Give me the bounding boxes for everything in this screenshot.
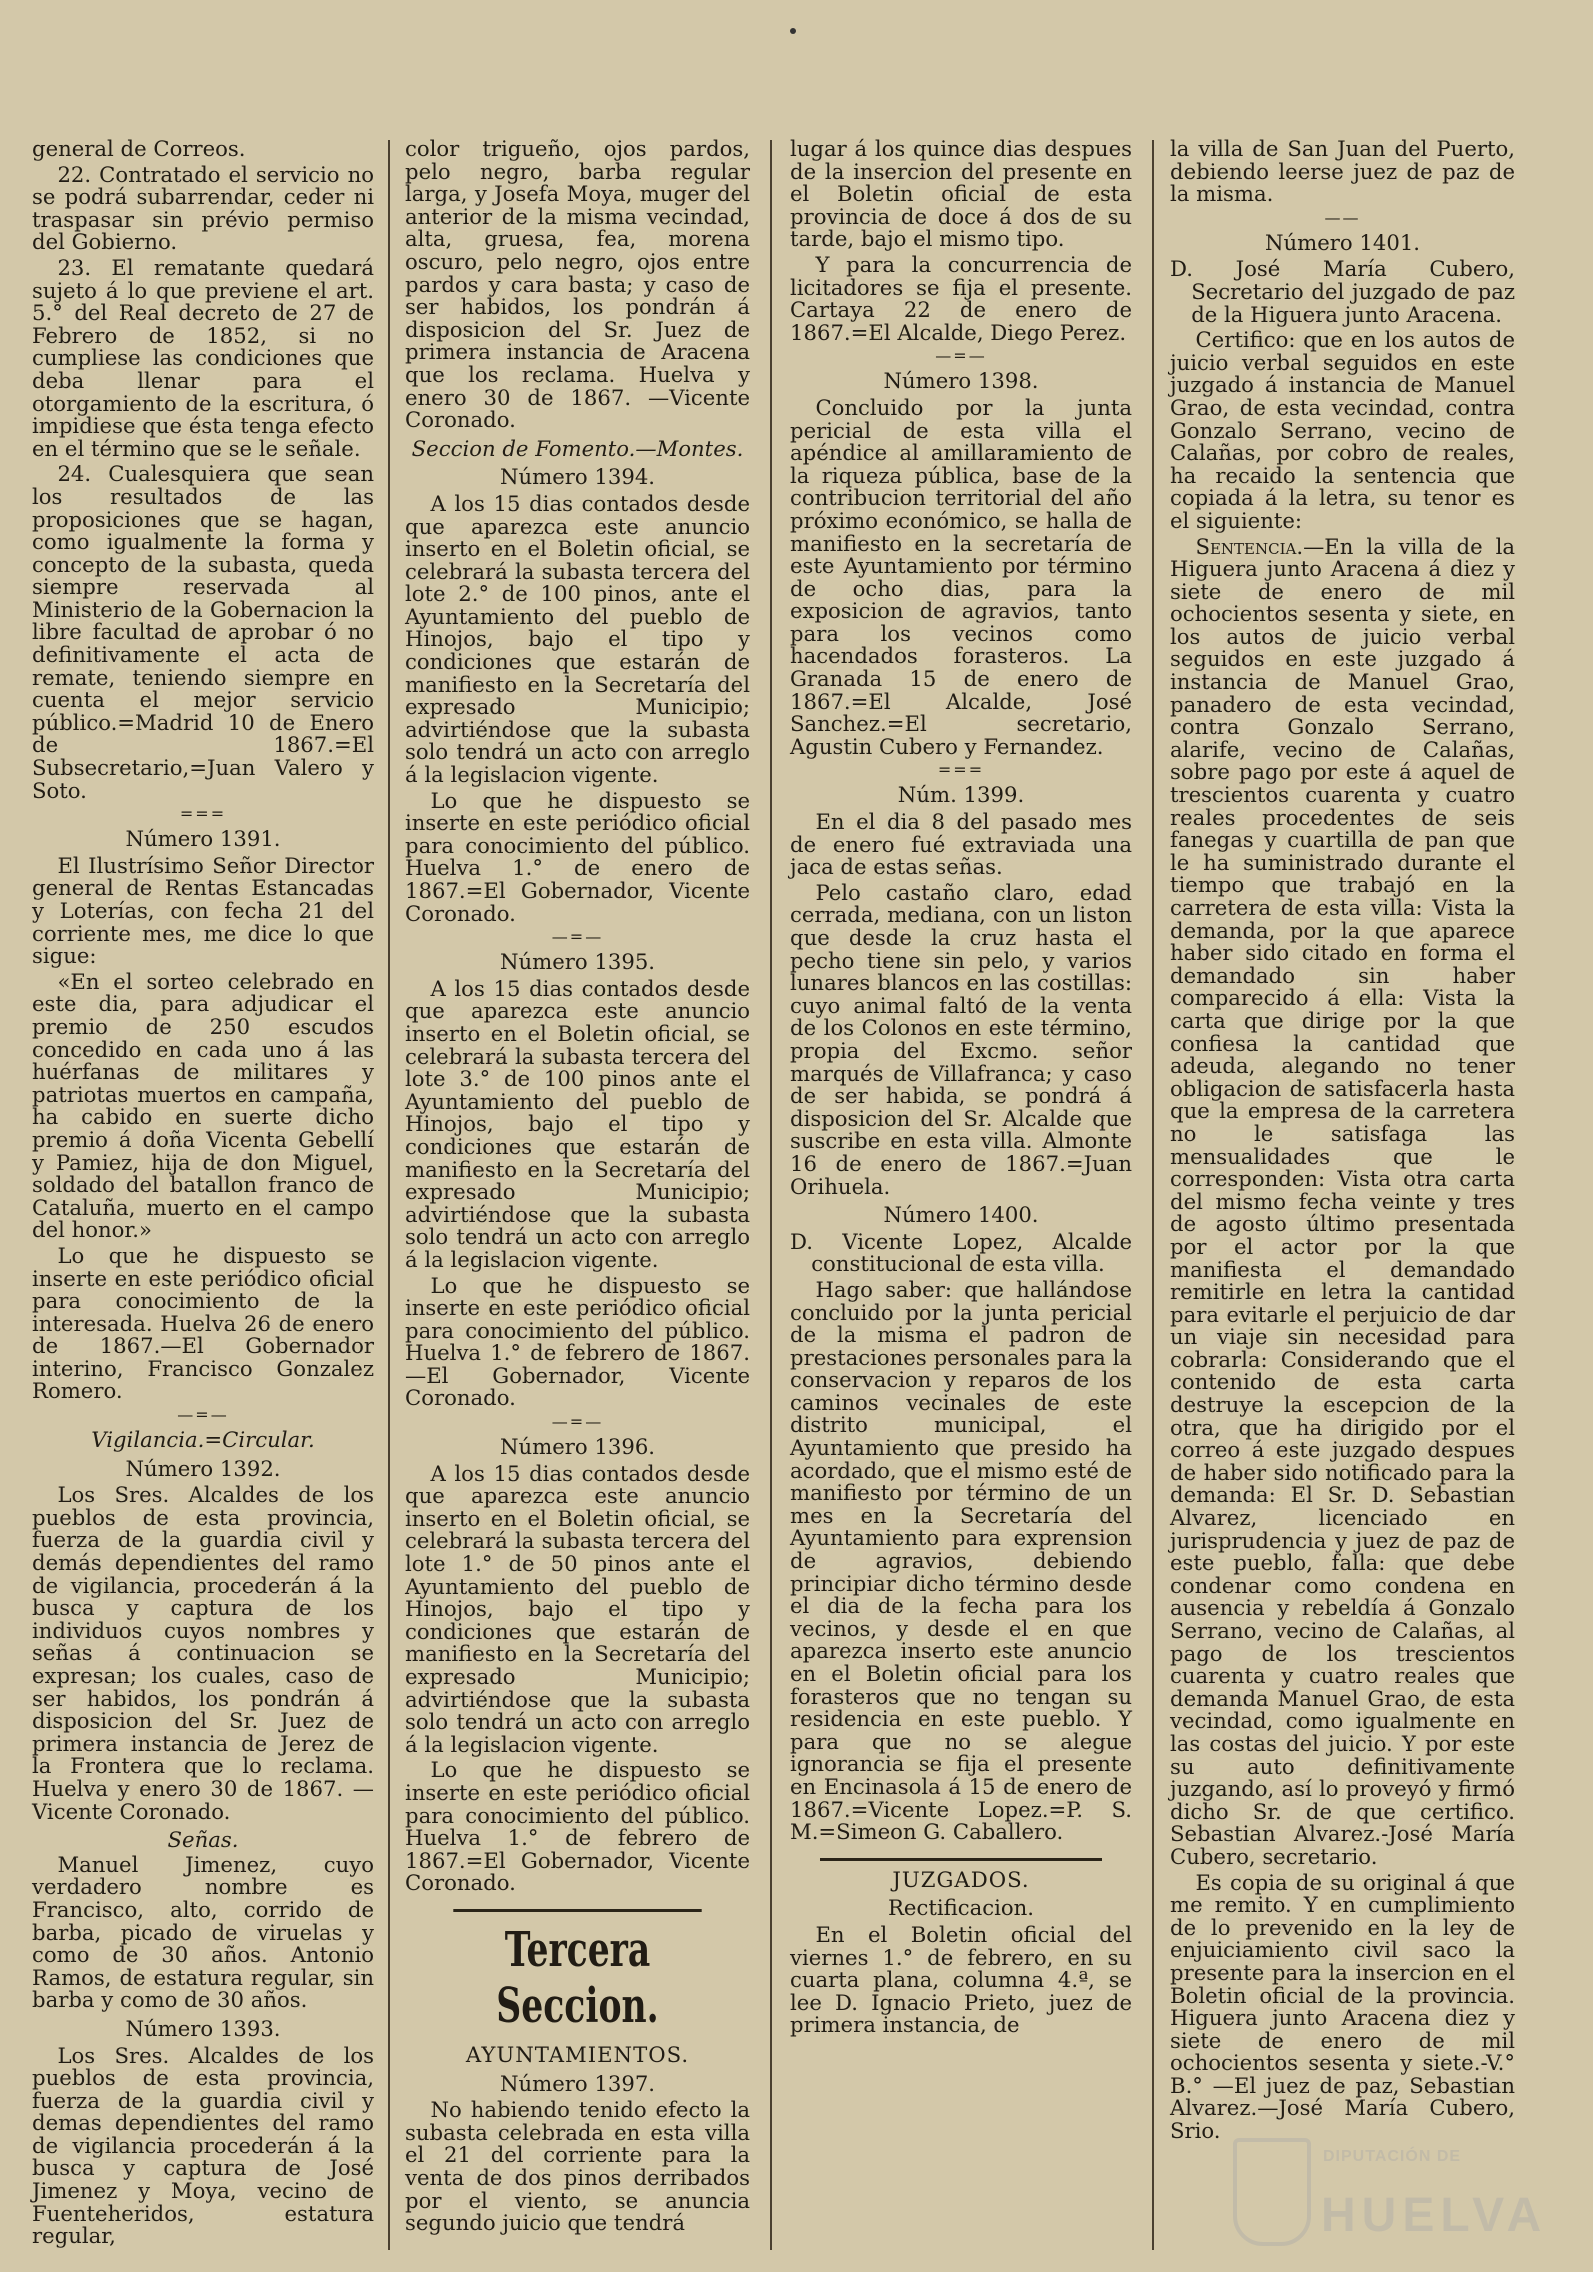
- paragraph: Concluido por la junta pericial de esta villa el apéndice al amillaramiento de la riqueza pública, base de la contribucion territorial del año próximo económico, se halla de manifiesto en la secretaría de este Ayuntamiento por término de ocho dias, para la exposicion de agravios, tanto para los vecinos como hacendados forasteros. La Granada 15 de enero de 1867.=El Alcalde, José Sanchez.=El secretario, Agustin Cubero y Fernandez.: [790, 394, 1132, 759]
- paragraph: color trigueño, ojos pardos, pelo negro, barba regular larga, y Josefa Moya, muger del anterior de la misma vecindad, alta, gruesa, fea, morena oscuro, pelo negro, ojos entre pardos y cara basta; y caso de ser habidos, los pondrán á disposicion del Sr. Juez de primera instancia de Aracena que los reclama. Huelva y enero 30 de 1867. —Vicente Coronado.: [405, 136, 750, 433]
- paragraph: Manuel Jimenez, cuyo verdadero nombre es Francisco, alto, corrido de barba, picado de viruelas y como de 30 años. Antonio Ramos, de estatura regular, sin barba y como de 30 años.: [32, 1851, 374, 2013]
- paragraph: Los Sres. Alcaldes de los pueblos de esta provincia, fuerza de la guardia civil y demas dependientes del ramo de vigilancia procederán á la busca y captura de José Jimenez y Moya, vecino de Fuenteheridos, estatura regular,: [32, 2042, 374, 2249]
- watermark-line-2: HUELVA: [1321, 2189, 1548, 2242]
- paragraph: A los 15 dias contados desde que aparezca este anuncio inserto en el Boletin oficial, se celebrará la subasta tercera del lote 2.° de 100 pinos, ante el Ayuntamiento del pueblo de Hinojos, bajo el tipo y condiciones que estarán de manifiesto en la Secretaría del expresado Municipio; advirtiéndose que la subasta solo tendrá un acto con arreglo á la legislacion vigente.: [405, 490, 750, 788]
- paragraph: A los 15 dias contados desde que aparezca este anuncio inserto en el Boletin oficial, se celebrará la subasta tercera del lote 1.° de 50 pinos ante el Ayuntamiento del pueblo de Hinojos, bajo el tipo y condiciones que estarán de manifiesto en la Secretaría del expresado Municipio; advirtiéndose que la subasta solo tendrá un acto con arreglo á la legislacion vigente.: [405, 1460, 750, 1757]
- separator: ===: [179, 804, 227, 824]
- sentencia-label: Sentencia.: [1195, 533, 1304, 559]
- paragraph: Y para la concurrencia de licitadores se fija el presente. Cartaya 22 de enero de 1867.=El Alcalde, Diego Perez.: [790, 251, 1132, 345]
- paragraph: No habiendo tenido efecto la subasta celebrada en esta villa el 21 del corriente para la venta de dos pinos derribados por el viento, se anuncia segundo juicio que tendrá: [405, 2097, 750, 2236]
- notice-number: Número 1394.: [499, 464, 656, 490]
- section-subtitle: JUZGADOS.: [892, 1866, 1030, 1892]
- notice-number: Número 1393.: [125, 2015, 281, 2041]
- paragraph: «En el sorteo celebrado en este dia, para adjudicar el premio de 250 escudos concedido en cada uno á las huérfanas de militares y patriotas muertos en campaña, ha cabido en suerte dicho premio á doña Vicenta Gebellí y Pamiez, hija de don Miguel, soldado del batallon franco de Cataluña, muerto en el campo del honor.»: [32, 968, 374, 1243]
- column-1: [32, 138, 374, 2251]
- paragraph: En el Boletin oficial del viernes 1.° de febrero, en su cuarta plana, columna 4.ª, se lee D. Ignacio Prieto, juez de primera instancia, de: [790, 1921, 1132, 2038]
- paragraph: En el dia 8 del pasado mes de enero fué extraviada una jaca de estas señas.: [790, 809, 1132, 880]
- section-heading: Seccion de Fomento.—Montes.: [411, 435, 744, 461]
- paragraph: [1170, 533, 1515, 1869]
- ink-dot: [790, 28, 796, 34]
- paragraph: Es copia de su original á que me remito. Y en cumplimiento de lo prevenido en la ley de enjuiciamiento civil saco la presente para la insercion en el Boletin oficial de la provincia. Higuera junto Aracena diez y siete de enero de mil ochocientos sesenta y siete.-V.° B.° —El juez de paz, Sebastian Alvarez.—José María Cubero, Srio.: [1170, 1869, 1515, 2144]
- sentencia-text: —En la villa de la Higuera junto Aracena á diez y siete de enero de mil ochocientos sesenta y siete, en los autos de juicio verbal seguidos en este juzgado á instancia de Manuel Grao, panadero de esta vecindad, contra Gonzalo Serrano, alarife, vecino de Calañas, sobre pago por este á aquel de trescientos cuarenta y cuatro reales procedentes de seis fanegas y cuartilla de pan que le ha suministrado durante el tiempo que trabajó en la carretera de esta villa: Vista la demanda, por la que aparece haber sido citado en forma el demandado sin haber comparecido á ella: Vista la carta que dirige por la que confiesa la cantidad que adeuda, alegando no tener obligacion de satisfacerla hasta que la empresa de la carretera no le satisfaga las mensualidades que le corresponden: Vista otra carta del mismo fecha veinte y tres de agosto último presentada por el actor por la que manifiesta el demandado remitirle en letra la cantidad para evitarle el perjuicio de dar un viaje sin necesidad para cobrarla: Considerando que el contenido de esta carta destruye la escepcion de la otra, que ha dirigido por el correo á este juzgado despues de haber sido notificado para la demanda: El Sr. D. Sebastian Alvarez, licenciado en jurisprudencia y juez de paz de este pueblo, falla: que debe condenar como condena en ausencia y rebeldía á Gonzalo Serrano, vecino de Calañas, al pago de los trescientos cuarenta y cuatro reales que demanda Manuel Grao, de esta vecindad, como igualmente en las costas del juicio. Y por este su auto definitivamente juzgando, así lo proveyó y firmó dicho Sr. de que certifico. Sebastian Alvarez.-José María Cubero, secretario.: [1170, 533, 1515, 1869]
- notice-number: Núm. 1399.: [897, 782, 1025, 808]
- column-2: [405, 138, 750, 2238]
- section-heading: Vigilancia.=Circular.: [91, 1427, 315, 1453]
- coat-of-arms-icon: [1233, 2138, 1311, 2246]
- separator: —=—: [551, 1412, 604, 1432]
- paragraph: Lo que he dispuesto se inserte en este periódico oficial para conocimiento del público. Huelva 1.° de febrero de 1867.=El Gobernador, Vicente Coronado.: [405, 1757, 750, 1896]
- archive-watermark: [1233, 2128, 1548, 2258]
- column-rule: [388, 140, 390, 2250]
- column-rule: [1152, 140, 1154, 2250]
- column-3: [790, 138, 1132, 2040]
- paragraph: Lo que he dispuesto se inserte en este periódico oficial para conocimiento de la interesada. Huelva 26 de enero de 1867.—El Gobernador interino, Francisco Gonzalez Romero.: [32, 1242, 374, 1404]
- section-subtitle: AYUNTAMIENTOS.: [465, 2041, 690, 2067]
- notice-number: Número 1392.: [125, 1455, 281, 1481]
- paragraph: D. José María Cubero, Secretario del juzgado de paz de la Higuera junto Aracena.: [1170, 256, 1515, 327]
- notice-number: Número 1398.: [883, 368, 1039, 394]
- watermark-line-1: DIPUTACIÓN DE: [1323, 2148, 1462, 2165]
- paragraph: 22. Contratado el servicio no se podrá subarrendar, ceder ni traspasar sin prévio permiso del Gobierno.: [32, 161, 374, 255]
- notice-number: Número 1401.: [1264, 229, 1421, 255]
- separator: —=—: [551, 927, 604, 947]
- paragraph: 24. Cualesquiera que sean los resultados de las proposiciones que se hagan, como igualmente la forma y concepto de la subasta, queda siempre reservada al Ministerio de la Gobernacion la libre facultad de aprobar ó no definitivamente el acta de remate, teniendo siempre en cuenta el mejor servicio público.=Madrid 10 de Enero de 1867.=El Subsecretario,=Juan Valero y Soto.: [32, 461, 374, 803]
- paragraph: 23. El rematante quedará sujeto á lo que previene el art. 5.° del Real decreto de 27 de Febrero de 1852, si no cumpliese las condiciones que deba llenar para el otorgamiento de la escritura, ó impidiese que ésta tenga efecto en el término que se le señale.: [32, 254, 374, 461]
- column-4: [1170, 138, 1515, 2146]
- paragraph: Lo que he dispuesto se inserte en este periódico oficial para conocimiento del público. Huelva 1.° de enero de 1867.=El Gobernador, Vicente Coronado.: [405, 787, 750, 926]
- paragraph: El Ilustrísimo Señor Director general de Rentas Estancadas y Loterías, con fecha 21 del corriente mes, me dice lo que sigue:: [32, 852, 374, 969]
- paragraph: la villa de San Juan del Puerto, debiendo leerse juez de paz de la misma.: [1170, 136, 1515, 207]
- subheading: Señas.: [167, 1827, 239, 1853]
- separator: —=—: [177, 1405, 229, 1425]
- horizontal-rule: [820, 1858, 1102, 1861]
- separator: ===: [937, 760, 985, 780]
- section-title: Tercera Seccion.: [453, 1909, 701, 2034]
- paragraph: Hago saber: que hallándose concluido por la junta pericial de la misma el padron de prestaciones personales para la conservacion y reparos de los caminos vecinales de este distrito municipal, el Ayuntamiento que presido ha acordado, que el mismo esté de manifiesto por término de un mes en la Secretaría del Ayuntamiento para exprension de agravios, debiendo principiar dicho término desde el dia de la fecha para los vecinos, y desde el en que aparezca inserto este anuncio en el Boletin oficial para los forasteros que no tengan su residencia en este pueblo. Y para que no se alegue ignorancia se fija el presente en Encinasola á 15 de enero de 1867.=Vicente Lopez.=P. S. M.=Simeon G. Caballero.: [790, 1276, 1132, 1845]
- notice-number: Número 1391.: [125, 826, 281, 852]
- separator: —=—: [935, 346, 987, 366]
- paragraph: Certifico: que en los autos de juicio verbal seguidos en este juzgado á instancia de Manuel Grao, de esta vecindad, contra Gonzalo Serrano, vecino de Calañas, por cobro de reales, ha recaido la sentencia que copiada á la letra, su tenor es el siguiente:: [1170, 327, 1515, 533]
- paragraph: A los 15 dias contados desde que aparezca este anuncio inserto en el Boletin oficial, se celebrará la subasta tercera del lote 3.° de 100 pinos ante el Ayuntamiento del pueblo de Hinojos, bajo el tipo y condiciones que estarán de manifiesto en la Secretaría del expresado Municipio; advirtiéndose que la subasta solo tendrá un acto con arreglo á la legislacion vigente.: [405, 975, 750, 1272]
- notice-number: Número 1397.: [499, 2070, 656, 2096]
- notice-number: Número 1396.: [499, 1434, 656, 1460]
- notice-number: Número 1400.: [883, 1202, 1039, 1228]
- paragraph: D. Vicente Lopez, Alcalde constitucional de esta villa.: [790, 1228, 1132, 1277]
- notice-number: Número 1395.: [499, 949, 656, 975]
- separator: ——: [1324, 207, 1361, 227]
- paragraph: Pelo castaño claro, edad cerrada, mediana, con un liston que desde la cruz hasta el pecho tiene sin pelo, y varios lunares blancos en las costillas: cuyo animal faltó de la venta de los Colonos en este término, propia del Excmo. señor marqués de Villafranca; y caso de ser habida, se pondrá á disposicion del Sr. Alcalde que suscribe en esta villa. Almonte 16 de enero de 1867.=Juan Orihuela.: [790, 879, 1132, 1199]
- subheading: Rectificacion.: [887, 1895, 1035, 1921]
- paragraph: Los Sres. Alcaldes de los pueblos de esta provincia, fuerza de la guardia civil y demás dependientes del ramo de vigilancia, procederán á la busca y captura de los individuos cuyos nombres y señas á continuacion se expresan; los cuales, caso de ser habidos, los pondrán á disposicion del Sr. Juez de primera instancia de Jerez de la Frontera que lo reclama. Huelva y enero 30 de 1867. —Vicente Coronado.: [32, 1482, 374, 1824]
- column-rule: [770, 140, 772, 2250]
- paragraph: Lo que he dispuesto se inserte en este periódico oficial para conocimiento del público. Huelva 1.° de febrero de 1867.—El Gobernador, Vicente Coronado.: [405, 1272, 750, 1411]
- paragraph: general de Correos.: [32, 136, 246, 161]
- paragraph: lugar á los quince dias despues de la insercion del presente en el Boletin oficial de esta provincia de doce á dos de su tarde, bajo el mismo tipo.: [790, 136, 1132, 252]
